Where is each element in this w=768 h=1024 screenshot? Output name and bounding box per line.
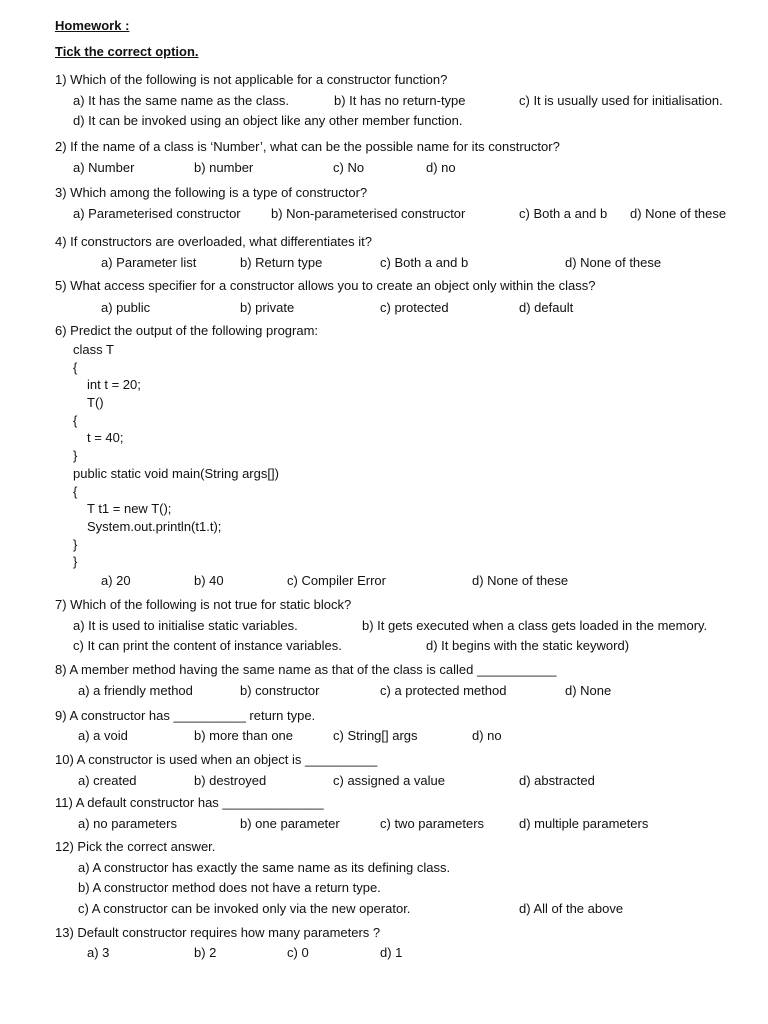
q6-code-line: } — [73, 448, 78, 463]
q8-option-b: b) constructor — [240, 683, 320, 698]
q6-code-line: } — [73, 554, 78, 569]
q9-option-b: b) more than one — [194, 728, 294, 743]
q9-option-c: c) String[] args — [333, 728, 418, 743]
q4-option-c: c) Both a and b — [380, 255, 469, 270]
q8-option-c: c) a protected method — [380, 683, 507, 698]
q11-option-b: b) one parameter — [240, 816, 340, 831]
q6-option-c: c) Compiler Error — [287, 573, 386, 588]
q12-question: 12) Pick the correct answer. — [55, 839, 216, 854]
q10-option-a: a) created — [78, 773, 137, 788]
q8-option-a: a) a friendly method — [78, 683, 193, 698]
q6-code-line: System.out.println(t1.t); — [87, 519, 222, 534]
q6-question: 6) Predict the output of the following program: — [55, 323, 319, 338]
q6-code-line: { — [73, 413, 78, 428]
q6-code-line: public static void main(String args[]) — [73, 466, 279, 481]
q3-option-d: d) None of these — [630, 206, 727, 221]
q5-option-a: a) public — [101, 300, 151, 315]
q7-option-c: c) It can print the content of instance variables. — [73, 638, 342, 653]
q10-option-c: c) assigned a value — [333, 773, 446, 788]
q8-question: 8) A member method having the same name as that of the class is called ___________ — [55, 662, 557, 677]
q12-option-d: d) All of the above — [519, 901, 624, 916]
q6-code-line: int t = 20; — [87, 377, 141, 392]
q6-code-line: t = 40; — [87, 430, 124, 445]
q12-option-b: b) A constructor method does not have a return type. — [78, 880, 381, 895]
q2-option-b: b) number — [194, 160, 254, 175]
q6-code-line: class T — [73, 342, 114, 357]
q13-option-b: b) 2 — [194, 945, 217, 960]
q4-option-b: b) Return type — [240, 255, 323, 270]
q12-option-c: c) A constructor can be invoked only via the new operator. — [78, 901, 411, 916]
q1-question: 1) Which of the following is not applicable for a constructor function? — [55, 72, 448, 87]
q1-option-d: d) It can be invoked using an object like any other member function. — [73, 113, 463, 128]
q13-question: 13) Default constructor requires how many parameters ? — [55, 925, 381, 940]
q1-option-c: c) It is usually used for initialisation. — [519, 93, 723, 108]
q7-option-a: a) It is used to initialise static variables. — [73, 618, 298, 633]
q9-option-d: d) no — [472, 728, 502, 743]
q13-option-a: a) 3 — [87, 945, 110, 960]
q5-question: 5) What access specifier for a constructor allows you to create an object only within the class? — [55, 278, 596, 293]
q6-code-line: } — [73, 537, 78, 552]
q3-option-c: c) Both a and b — [519, 206, 608, 221]
q5-option-b: b) private — [240, 300, 295, 315]
q12-option-a: a) A constructor has exactly the same name as its defining class. — [78, 860, 451, 875]
q1-option-b: b) It has no return-type — [334, 93, 466, 108]
q6-option-b: b) 40 — [194, 573, 224, 588]
q11-option-c: c) two parameters — [380, 816, 485, 831]
q2-option-d: d) no — [426, 160, 456, 175]
q5-option-c: c) protected — [380, 300, 449, 315]
q7-option-d: d) It begins with the static keyword) — [426, 638, 630, 653]
q6-code-line: { — [73, 360, 78, 375]
q11-option-d: d) multiple parameters — [519, 816, 649, 831]
q11-question: 11) A default constructor has ______________ — [55, 795, 324, 810]
q5-option-d: d) default — [519, 300, 574, 315]
q3-option-b: b) Non-parameterised constructor — [271, 206, 466, 221]
q6-code-line: T t1 = new T(); — [87, 501, 172, 516]
q9-question: 9) A constructor has __________ return type. — [55, 708, 316, 723]
q3-option-a: a) Parameterised constructor — [73, 206, 241, 221]
instruction-heading: Tick the correct option. — [55, 44, 199, 59]
q10-option-b: b) destroyed — [194, 773, 267, 788]
q2-option-a: a) Number — [73, 160, 135, 175]
q2-option-c: c) No — [333, 160, 365, 175]
q7-option-b: b) It gets executed when a class gets loaded in the memory. — [362, 618, 708, 633]
q6-code-line: { — [73, 484, 78, 499]
q6-code-line: T() — [87, 395, 104, 410]
q9-option-a: a) a void — [78, 728, 128, 743]
q13-option-c: c) 0 — [287, 945, 309, 960]
q8-option-d: d) None — [565, 683, 612, 698]
q1-option-a: a) It has the same name as the class. — [73, 93, 290, 108]
q6-option-a: a) 20 — [101, 573, 131, 588]
q4-option-a: a) Parameter list — [101, 255, 197, 270]
q10-question: 10) A constructor is used when an object is __________ — [55, 752, 378, 767]
q10-option-d: d) abstracted — [519, 773, 595, 788]
q3-question: 3) Which among the following is a type of constructor? — [55, 185, 368, 200]
q4-option-d: d) None of these — [565, 255, 662, 270]
q2-question: 2) If the name of a class is ‘Number’, what can be the possible name for its constructor? — [55, 139, 560, 154]
q4-question: 4) If constructors are overloaded, what differentiates it? — [55, 234, 372, 249]
q13-option-d: d) 1 — [380, 945, 403, 960]
q7-question: 7) Which of the following is not true for static block? — [55, 597, 352, 612]
q6-option-d: d) None of these — [472, 573, 569, 588]
homework-title: Homework : — [55, 18, 130, 33]
q11-option-a: a) no parameters — [78, 816, 177, 831]
